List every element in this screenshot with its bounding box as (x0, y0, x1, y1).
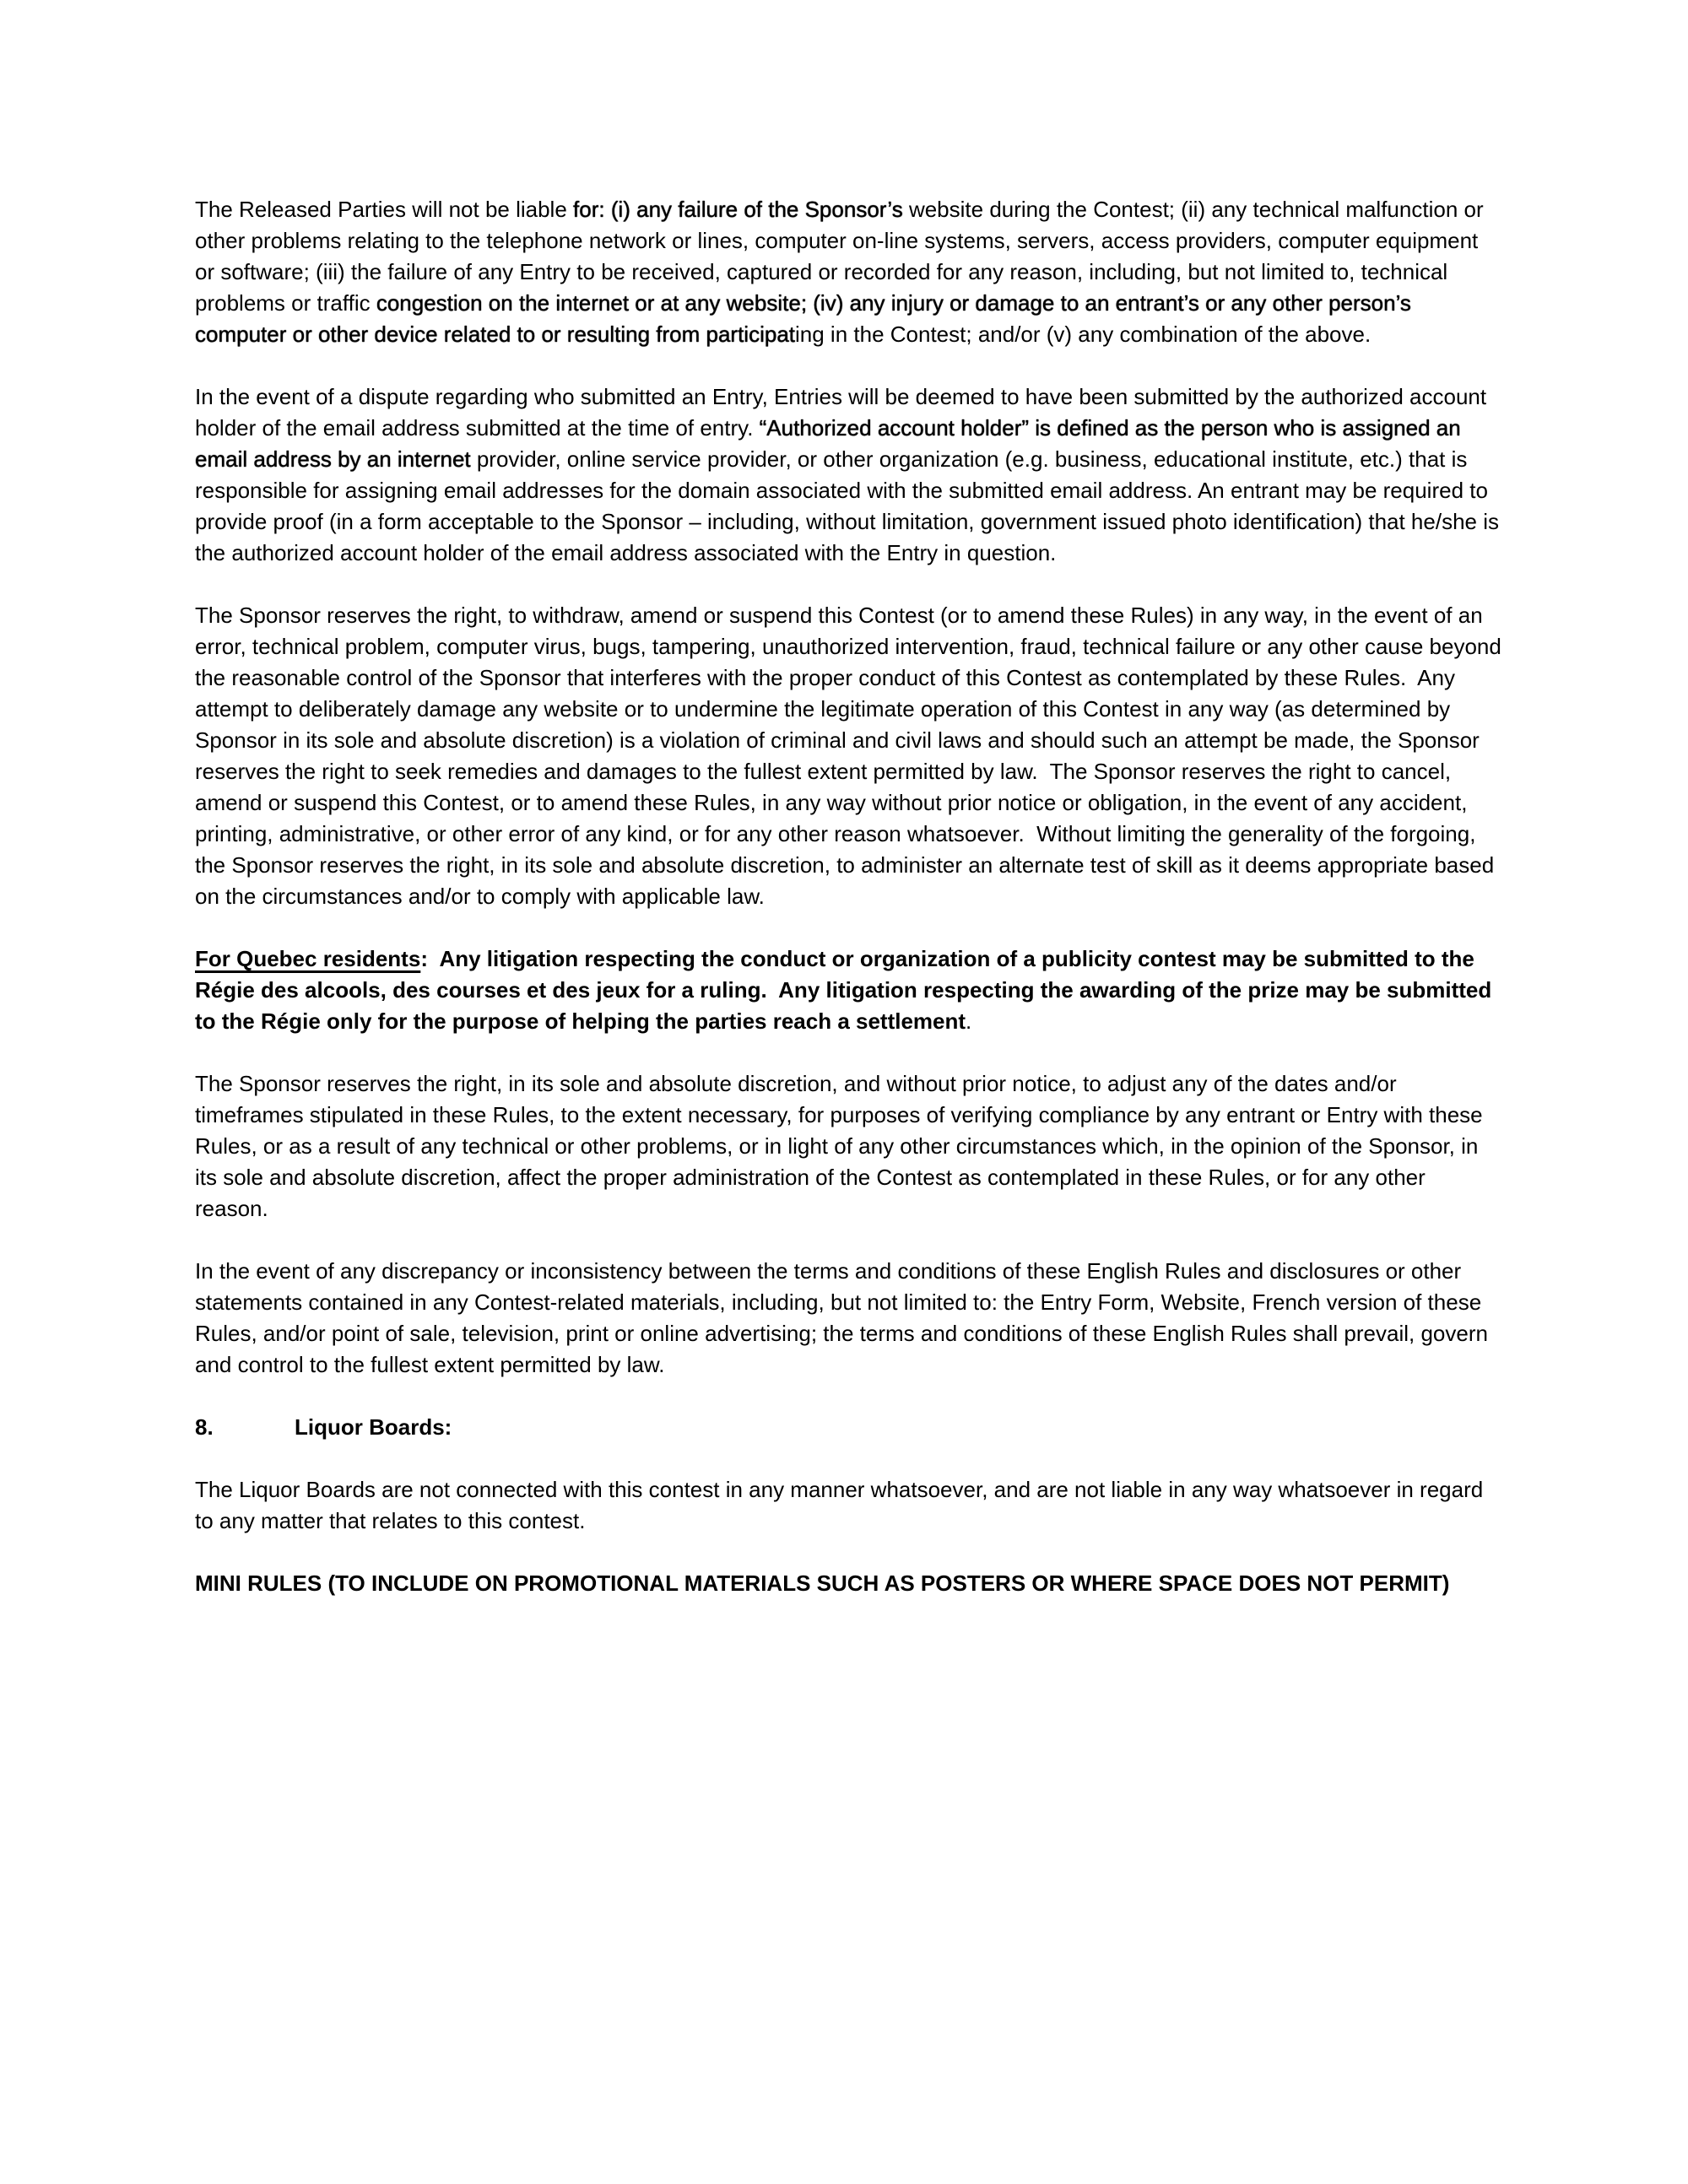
text-segment: ing in the Contest; and/or (v) any combination of the above. (795, 322, 1372, 347)
section-8-heading (195, 1412, 1501, 1443)
text-segment: In the event of a dispute regarding who submitted an Entry, Entries will be deemed to have been submitted by the authorized account holder of the email address submitted at the time of entry. (195, 384, 1493, 441)
text-segment: . (966, 1008, 972, 1034)
paragraph-released-parties-liability (195, 194, 1501, 350)
paragraph-liquor-boards (195, 1474, 1501, 1537)
paragraph-entry-dispute (195, 381, 1506, 569)
text-segment: The Sponsor reserves the right, to withdraw, amend or suspend this Contest (or to amend these Rules) in any way, in the event of an error, technical problem, computer virus, bugs, tampering, unauthorized intervention, fraud, technical failure or any other cause beyond the reasonable control of the Sponsor that interferes with the proper conduct of this Contest as contemplated by these Rules. Any attempt to deliberately damage any website or to undermine the legitimate operation of this Contest in any way (as determined by Sponsor in its sole and absolute discretion) is a violation of criminal and civil laws and should such an attempt be made, the Sponsor reserves the right to seek remedies and damages to the fullest extent permitted by law. The Sponsor reserves the right to cancel, amend or suspend this Contest, or to amend these Rules, in any way without prior notice or obligation, in the event of any accident, printing, administrative, or other error of any kind, or for any other reason whatsoever. Without limiting the generality of the forgoing, the Sponsor reserves the right, in its sole and absolute discretion, to administer an alternate test of skill as it deems appropriate based on the circumstances and/or to comply with applicable law. (195, 603, 1508, 909)
mini-rules-heading (195, 1568, 1501, 1599)
section-8-title: Liquor Boards: (295, 1414, 452, 1440)
text-segment: MINI RULES (TO INCLUDE ON PROMOTIONAL MATERIALS SUCH AS POSTERS OR WHERE SPACE DOES NOT PERMIT) (195, 1570, 1450, 1596)
document-content (195, 194, 1508, 1630)
text-segment: The Liquor Boards are not connected with this contest in any manner whatsoever, and are not liable in any way whatsoever in regard to any matter that relates to this contest. (195, 1477, 1490, 1533)
text-segment: The Sponsor reserves the right, in its sole and absolute discretion, and without prior notice, to adjust any of the dates and/or timeframes stipulated in these Rules, to the extent necessary, for purposes of verifying compliance by any entrant or Entry with these Rules, or as a result of any technical or other problems, or in light of any other circumstances which, in the opinion of the Sponsor, in its sole and absolute discretion, affect the proper administration of the Contest as contemplated in these Rules, or for any other reason. (195, 1071, 1489, 1221)
text-segment: for: (i) any failure of the Sponsor’s (573, 197, 903, 222)
paragraph-english-rules-prevail (195, 1256, 1501, 1381)
paragraph-dates-adjustment (195, 1068, 1501, 1224)
section-8-number: 8. (195, 1414, 214, 1440)
text-segment: : Any litigation respecting the conduct or organization of a publicity contest may be submitted to the Régie des alcools, des courses et des jeux for a ruling. Any litigation respecting the awarding of the prize may be submitted to the Régie only for the purpose of helping the parties reach a settlement (195, 946, 1498, 1034)
text-segment: The Released Parties will not be liable (195, 197, 574, 222)
quebec-residents-lead: For Quebec residents (195, 946, 421, 971)
paragraph-sponsor-rights (195, 600, 1508, 912)
paragraph-quebec-residents (195, 943, 1501, 1037)
text-segment: In the event of any discrepancy or inconsistency between the terms and conditions of these English Rules and disclosures or other statements contained in any Contest-related materials, including, but not limited to: the Entry Form, Website, French version of these Rules, and/or point of sale, television, print or online advertising; the terms and conditions of these English Rules shall prevail, govern and control to the fullest extent permitted by law. (195, 1258, 1495, 1377)
text-segment: congestion on the internet or at any website; (iv) any injury or damage to an entrant’s or any other person’s computer or other device related to or resulting from participat (195, 290, 1418, 347)
text-segment: provider, online service provider, or other organization (e.g. business, educational institute, etc.) that is responsible for assigning email addresses for the domain associated with the submitted email address. An entrant may be required to provide proof (in a form acceptable to the Sponsor – including, without limitation, government issued photo identification) that he/she is the authorized account holder of the email address associated with the Entry in question. (195, 446, 1506, 565)
text-segment: “Authorized account holder” is defined as the person who is assigned an email address by an internet (195, 415, 1467, 472)
text-segment: website during the Contest; (ii) any technical malfunction or other problems relating to the telephone network or lines, computer on-line systems, servers, access providers, computer equipment or software; (iii) the failure of any Entry to be received, captured or recorded for any reason, including, but not limited to, technical problems or traffic (195, 197, 1490, 316)
